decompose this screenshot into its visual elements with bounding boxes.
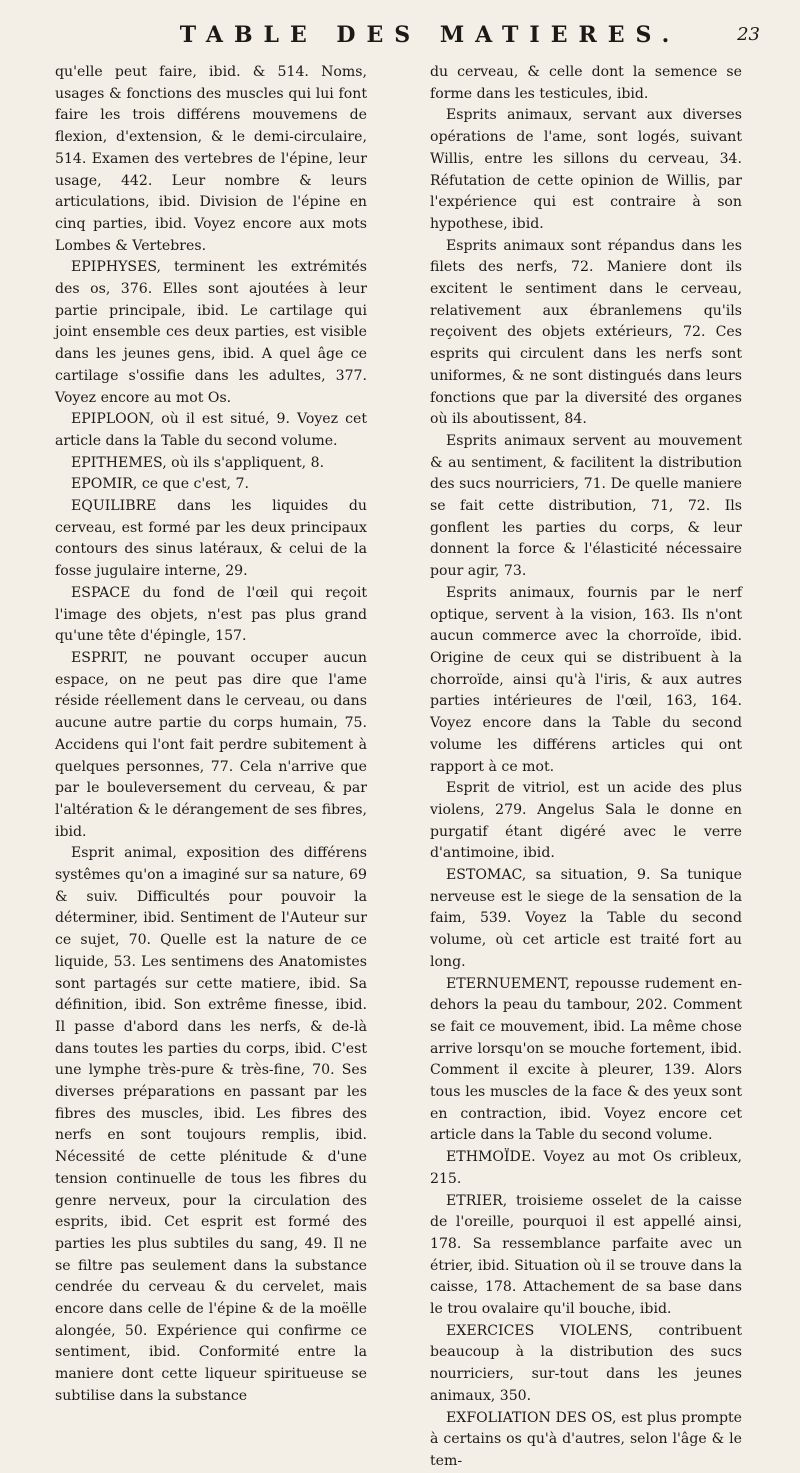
index-entry: ESTOMAC, sa situation, 9. Sa tunique nerveuse est le siege de la sensation de la faim, 539. Voyez la Table du second volume, où cet article est traité fort au long.: [430, 867, 742, 970]
index-entry: ESPACE du fond de l'œil qui reçoit l'image des objets, n'est pas plus grand qu'une tête d'épingle, 157.: [55, 584, 367, 645]
index-entry: ESPRIT, ne pouvant occuper aucun espace, on ne peut pas dire que l'ame réside réellement dans le cerveau, ou dans aucune autre partie du corps humain, 75. Accidens qui l'ont fait perdre subitement à quelques personnes, 77. Cela n'arrive que par le bouleversement du cerveau, & par l'altération & le dérangement de ses fibres, ibid.: [55, 649, 367, 840]
index-entry: ETERNUEMENT, repousse rudement en-dehors la peau du tambour, 202. Comment se fait ce mouvement, ibid. La même chose arrive lorsqu'on se mouche fortement, ibid. Comment il excite à pleurer, 139. Alors tous les muscles de la face & des yeux sont en contraction, ibid. Voyez encore cet article dans la Table du second volume.: [430, 975, 742, 1144]
index-entry: EPIPLOON, où il est situé, 9. Voyez cet article dans la Table du second volume.: [55, 411, 367, 449]
index-entry: qu'elle peut faire, ibid. & 514. Noms, usages & fonctions des muscles qui lui font faire les trois différens mouvemens de flexion, d'extension, & le demi-circulaire, 514. Examen des vertebres de l'épine, leur usage, 442. Leur nombre & leurs articulations, ibid. Division de l'épine en cinq parties, ibid. Voyez encore aux mots Lombes & Vertebres.: [55, 64, 367, 254]
index-entry: Esprits animaux, servant aux diverses opérations de l'ame, sont logés, suivant Willis, entre les sillons du cerveau, 34. Réfutation de cette opinion de Willis, par l'expérience qui est contraire à son hypothese, ibid.: [430, 107, 742, 232]
index-entry: Esprits animaux, fournis par le nerf optique, servent à la vision, 163. Ils n'ont aucun commerce avec la chorroïde, ibid. Origine de ceux qui se distribuent à la chorroïde, ainsi qu'à l'iris, & aux autres parties intérieures de l'œil, 163, 164. Voyez encore dans la Table du second volume les différens articles qui ont rapport à ce mot.: [430, 584, 742, 775]
index-entry: EPITHEMES, où ils s'appliquent, 8.: [71, 454, 325, 471]
page-number: 23: [737, 24, 760, 45]
right-column: [430, 62, 742, 1473]
index-entry: Esprit de vitriol, est un acide des plus violens, 279. Angelus Sala le donne en purgatif étant digéré avec le verre d'antimoine, ibid.: [430, 780, 742, 862]
index-entry: EQUILIBRE dans les liquides du cerveau, est formé par les deux principaux contours des sinus latéraux, & celui de la fosse jugulaire interne, 29.: [55, 498, 367, 580]
index-entry: EXERCICES VIOLENS, contribuent beaucoup à la distribution des sucs nourriciers, sur-tout dans les jeunes animaux, 350.: [430, 1322, 742, 1404]
index-entry: EPIPHYSES, terminent les extrémités des os, 376. Elles sont ajoutées à leur partie principale, ibid. Le cartilage qui joint ensemble ces deux parties, est visible dans les jeunes gens, ibid. A quel âge ce cartilage s'ossifie dans les adultes, 377. Voyez encore au mot Os.: [55, 259, 367, 406]
index-entry: du cerveau, & celle dont la semence se forme dans les testicules, ibid.: [430, 64, 742, 102]
index-entry: Esprits animaux sont répandus dans les filets des nerfs, 72. Maniere dont ils excitent le sentiment dans le cerveau, relativement aux ébranlemens qu'ils reçoivent des objets extérieurs, 72. Ces esprits qui circulent dans les nerfs sont uniformes, & ne sont distingués dans leurs fonctions que par la diversité des organes où ils aboutissent, 84.: [430, 237, 742, 428]
index-entry: Esprit animal, exposition des différens systêmes qu'on a imaginé sur sa nature, 69 & suiv. Difficultés pour pouvoir la déterminer, ibid. Sentiment de l'Auteur sur ce sujet, 70. Quelle est la nature de ce liquide, 53. Les sentimens des Anatomistes sont partagés sur cette matiere, ibid. Sa définition, ibid. Son extrême finesse, ibid. Il passe d'abord dans les nerfs, & de-là dans toutes les parties du corps, ibid. C'est une lymphe très-pure & très-fine, 70. Ses diverses préparations en passant par les fibres des muscles, ibid. Les fibres des nerfs en sont toujours remplis, ibid. Nécessité de cette plénitude & d'une tension continuelle de tous les fibres du genre nerveux, pour la circulation des esprits, ibid. Cet esprit est formé des parties les plus subtiles du sang, 49. Il ne se filtre pas seulement dans la substance cendrée du cerveau & du cervelet, mais encore dans celle de l'épine & de la moëlle alongée, 50. Expérience qui confirme ce sentiment, ibid. Conformité entre la maniere dont cette liqueur spiritueuse se subtilise dans la substance: [55, 845, 367, 1404]
index-entry: Esprits animaux servent au mouvement & au sentiment, & facilitent la distribution des sucs nourriciers, 71. De quelle maniere se fait cette distribution, 71, 72. Ils gonflent les parties du corps, & leur donnent la force & l'élasticité nécessaire pour agir, 73.: [430, 432, 742, 580]
index-entry: EXFOLIATION DES OS, est plus prompte à certains os qu'à d'autres, selon l'âge & le tem-: [430, 1409, 742, 1469]
left-column: [55, 62, 367, 1408]
index-entry: EPOMIR, ce que c'est, 7.: [71, 476, 249, 493]
running-header: [100, 22, 760, 56]
index-entry: ETHMOÏDE. Voyez au mot Os cribleux, 215.: [430, 1149, 742, 1187]
index-entry: ETRIER, troisieme osselet de la caisse de l'oreille, pourquoi il est appellé ainsi, 178. Sa ressemblance parfaite avec un étrier, ibid. Situation où il se trouve dans la caisse, 178. Attachement de sa base dans le trou ovalaire qu'il bouche, ibid.: [430, 1192, 742, 1318]
page-title: TABLE DES MATIERES.: [179, 22, 681, 48]
